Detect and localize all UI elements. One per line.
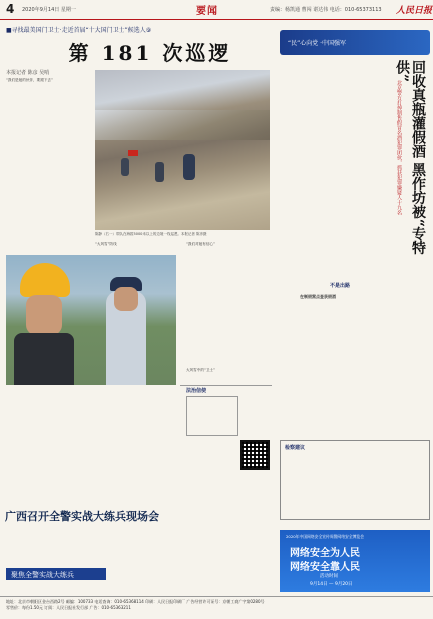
headline: 第 181 次巡逻 — [68, 41, 232, 65]
ad-line5: 9月14日 — 9月20日 — [310, 582, 353, 587]
right-banner-label: “民”心向党 ·中国强军 — [288, 40, 347, 47]
right-body-2 — [282, 302, 430, 432]
article-subhead-2: “大风雪”防线 — [95, 242, 117, 246]
newspaper-logo: 人民日报 — [396, 6, 433, 16]
comment-title: 检察建议 — [285, 445, 306, 451]
right-subhead-2: 在制假窝点查获假酒 — [300, 294, 336, 299]
ad-line4: 活动时间 — [320, 574, 338, 579]
right-banner — [280, 30, 430, 55]
legal-box-body — [186, 396, 238, 436]
police-photo — [6, 255, 176, 385]
topic-banner: 聚焦全警实战大练兵 — [6, 568, 106, 580]
article-subhead-3: “我们对她有信心” — [186, 242, 215, 246]
editors-line: 责编：杨凯通 曹闯 谌达伟 电话：010-65373113 — [270, 7, 382, 13]
patrol-photo — [95, 70, 270, 230]
comment-box — [280, 440, 430, 520]
series-label: ■寻找最美国门卫士·走近首届“十大国门卫士”候选人⑨ — [6, 27, 152, 34]
legal-box-title: 法治信使 — [186, 388, 207, 394]
photo-caption: 陈静（右一）带队在海拔5000米以上的边境一线巡逻。本报记者 陈彦摄 — [95, 232, 207, 236]
bottom-story-body — [6, 528, 274, 566]
right-headline: 回收真瓶灌假酒 黑作坊被“专特供” — [394, 60, 426, 255]
header-date: 2020年9月14日 星期一 — [22, 7, 76, 13]
footer-line2: 零售价：每份1.50元 订阅：人民日报社发行部 广告：010-65363211 — [6, 605, 131, 610]
qr-code — [240, 440, 270, 470]
divider-line — [180, 385, 272, 386]
page-footer — [0, 596, 433, 619]
byline: 本报记者 陈彦 吴哨 — [6, 70, 50, 76]
article-body-col1 — [6, 78, 90, 253]
article-subhead: “我们是她的伙伴，要跟下去” — [6, 78, 53, 82]
cyber-security-ad — [280, 530, 430, 592]
article-subhead-4: 大风雪中的“卫士” — [186, 368, 215, 372]
ad-line3: 网络安全靠人民 — [290, 562, 360, 573]
section-title: 要闻 — [196, 6, 218, 17]
page-number: 4 — [6, 2, 15, 16]
ad-line1: 2020年中国网络安全宣传周暨网络安全博览会 — [286, 534, 365, 539]
right-subheadline: 北京警方打掉制售假冒名酒犯罪团伙，抓获犯罪嫌疑人十九名 — [396, 80, 402, 215]
ad-line2: 网络安全为人民 — [290, 548, 360, 559]
bottom-story-title: 广西召开全警实战大练兵现场会 — [5, 510, 159, 523]
article-body-col3 — [186, 242, 270, 362]
footer-line1: 地址：北京市朝阳区金台西路2号 邮编：100733 电话查询：010-65368114 印刷：人民日报印刷厂 广告经营许可证号：京朝工商广字第0280号 — [6, 599, 265, 604]
right-body-1 — [282, 60, 386, 280]
right-subhead: 不是出路 — [330, 283, 351, 289]
